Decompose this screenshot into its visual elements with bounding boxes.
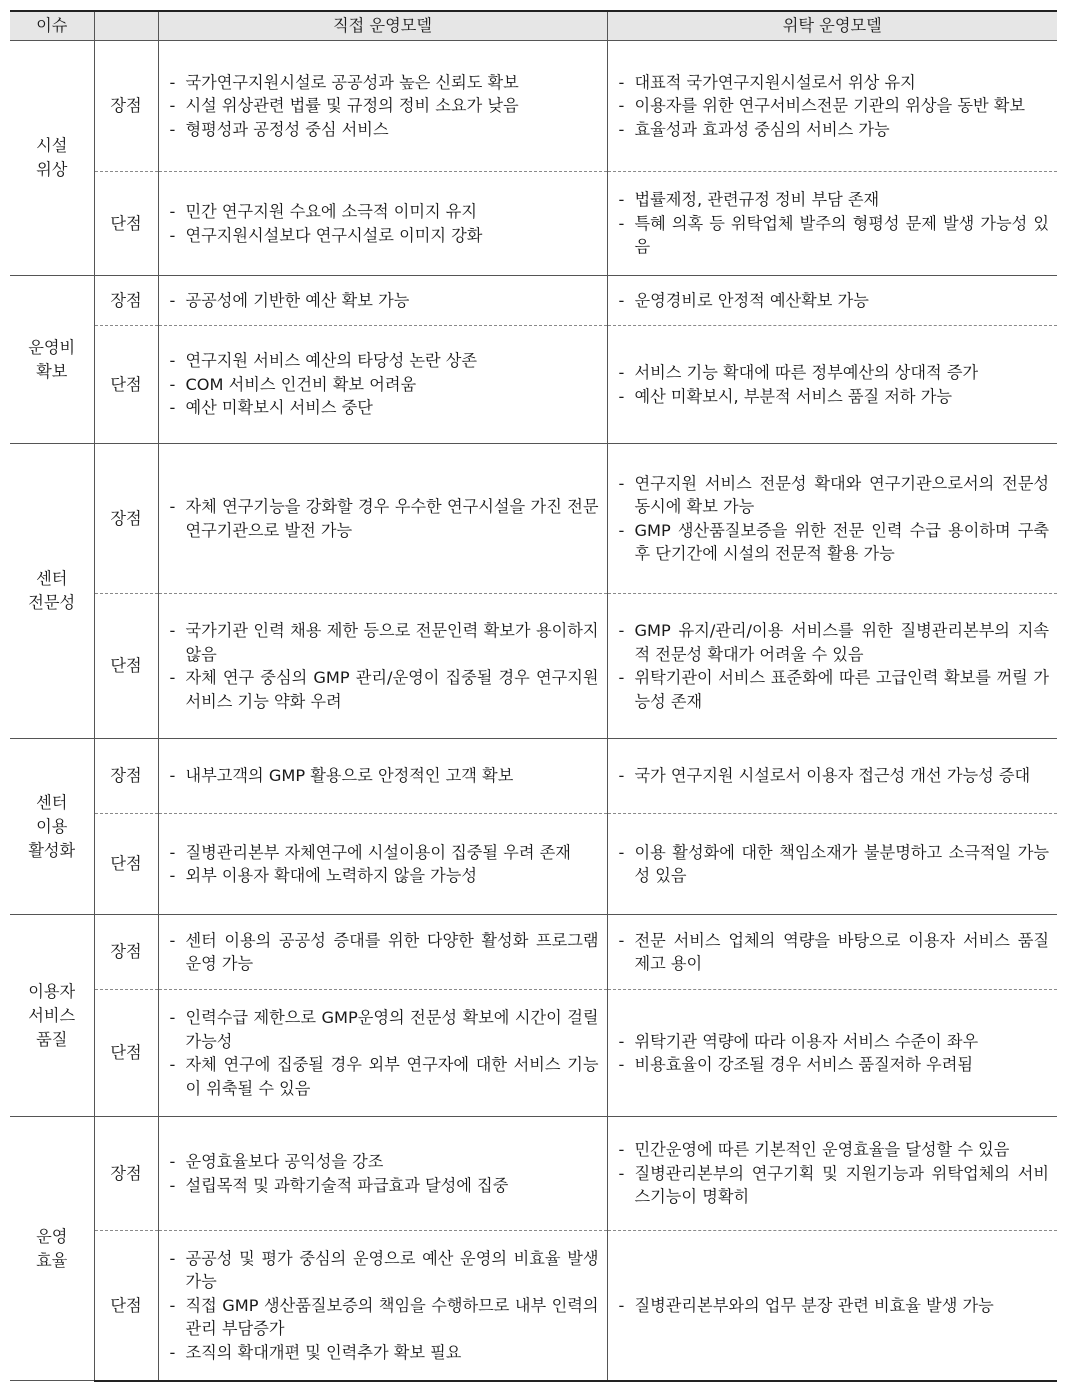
consign-model-cell (607, 172, 1057, 276)
direct-model-cell (158, 814, 607, 915)
table-row (10, 41, 1057, 172)
list-item: - 외부 이용자 확대에 노력하지 않을 가능성 (169, 864, 599, 888)
list-item: - GMP 생산품질보증을 위한 전문 인력 수급 용이하며 구축 후 단기간에 시설의 전문적 활용 가능 (618, 519, 1050, 566)
list-item: - 인력수급 제한으로 GMP운영의 전문성 확보에 시간이 걸릴 가능성 (169, 1006, 599, 1053)
consign-model-cell (607, 276, 1057, 326)
direct-model-cell (158, 1117, 607, 1231)
list-item: - 운영경비로 안정적 예산확보 가능 (618, 289, 1050, 313)
consign-model-cell (607, 594, 1057, 739)
list-item: - 조직의 확대개편 및 인력추가 확보 필요 (169, 1341, 599, 1365)
list-item: - 센터 이용의 공공성 증대를 위한 다양한 활성화 프로그램 운영 가능 (169, 929, 599, 976)
comparison-table-container (10, 10, 1057, 1382)
bullet-list (618, 1294, 1050, 1318)
direct-model-cell (158, 444, 607, 594)
issue-label-line: 활성화 (28, 840, 76, 860)
disadvantage-label: 단점 (94, 814, 158, 915)
issue-label-line: 운영비 (28, 337, 76, 357)
operating-model-comparison-table (10, 10, 1057, 1382)
list-item: - 내부고객의 GMP 활용으로 안정적인 고객 확보 (169, 764, 599, 788)
issue-label-line: 품질 (36, 1029, 68, 1049)
list-item: - 위탁기관 역량에 따라 이용자 서비스 수준이 좌우 (618, 1030, 1050, 1054)
bullet-list (618, 289, 1050, 313)
list-item: - 법률제정, 관련규정 정비 부담 존재 (618, 188, 1050, 212)
bullet-list (169, 619, 599, 713)
consign-model-cell (607, 326, 1057, 444)
list-item: - 시설 위상관련 법률 및 규정의 정비 소요가 낮음 (169, 94, 599, 118)
direct-model-cell (158, 41, 607, 172)
disadvantage-label: 단점 (94, 990, 158, 1117)
list-item: - GMP 유지/관리/이용 서비스를 위한 질병관리본부의 지속적 전문성 확대가 어려울 수 있음 (618, 619, 1050, 666)
disadvantage-label: 단점 (94, 594, 158, 739)
table-row (10, 326, 1057, 444)
bullet-list (618, 71, 1050, 142)
table-row (10, 594, 1057, 739)
list-item: - 공공성에 기반한 예산 확보 가능 (169, 289, 599, 313)
bullet-list (169, 495, 599, 542)
list-item: - 운영효율보다 공익성을 강조 (169, 1150, 599, 1174)
list-item: - 예산 미확보시 서비스 중단 (169, 396, 599, 420)
bullet-list (618, 1138, 1050, 1209)
list-item: - 특혜 의혹 등 위탁업체 발주의 형평성 문제 발생 가능성 있음 (618, 212, 1050, 259)
table-header (10, 11, 1057, 41)
list-item: - 자체 연구에 집중될 경우 외부 연구자에 대한 서비스 기능이 위축될 수 있음 (169, 1053, 599, 1100)
table-body (10, 41, 1057, 1381)
direct-model-cell (158, 594, 607, 739)
direct-model-cell (158, 172, 607, 276)
issue-cell (10, 1117, 94, 1381)
list-item: - COM 서비스 인건비 확보 어려움 (169, 373, 599, 397)
list-item: - 자체 연구 중심의 GMP 관리/운영이 집중될 경우 연구지원 서비스 기능 약화 우려 (169, 666, 599, 713)
list-item: - 국가 연구지원 시설로서 이용자 접근성 개선 가능성 증대 (618, 764, 1050, 788)
list-item: - 설립목적 및 과학기술적 파급효과 달성에 집중 (169, 1174, 599, 1198)
table-row (10, 444, 1057, 594)
bullet-list (618, 188, 1050, 259)
issue-cell (10, 915, 94, 1117)
table-row (10, 915, 1057, 990)
bullet-list (169, 71, 599, 142)
list-item: - 질병관리본부의 연구기획 및 지원기능과 위탁업체의 서비스기능이 명확히 (618, 1162, 1050, 1209)
advantage-label: 장점 (94, 276, 158, 326)
issue-label-line: 서비스 (28, 1005, 76, 1025)
consign-model-cell (607, 915, 1057, 990)
header-direct-model: 직접 운영모델 (158, 11, 607, 41)
list-item: - 이용자를 위한 연구서비스전문 기관의 위상을 동반 확보 (618, 94, 1050, 118)
disadvantage-label: 단점 (94, 1231, 158, 1381)
issue-label-line: 운영 (36, 1226, 68, 1246)
list-item: - 직접 GMP 생산품질보증의 책임을 수행하므로 내부 인력의 관리 부담증가 (169, 1294, 599, 1341)
issue-label-line: 효율 (36, 1250, 68, 1270)
bullet-list (169, 349, 599, 420)
list-item: - 서비스 기능 확대에 따른 정부예산의 상대적 증가 (618, 361, 1050, 385)
direct-model-cell (158, 326, 607, 444)
list-item: - 위탁기관이 서비스 표준화에 따른 고급인력 확보를 꺼릴 가능성 존재 (618, 666, 1050, 713)
issue-cell (10, 41, 94, 276)
list-item: - 연구지원시설보다 연구시설로 이미지 강화 (169, 224, 599, 248)
issue-cell (10, 276, 94, 444)
issue-cell (10, 739, 94, 915)
consign-model-cell (607, 41, 1057, 172)
consign-model-cell (607, 444, 1057, 594)
bullet-list (169, 1150, 599, 1197)
list-item: - 민간 연구지원 수요에 소극적 이미지 유지 (169, 200, 599, 224)
bullet-list (618, 764, 1050, 788)
list-item: - 공공성 및 평가 중심의 운영으로 예산 운영의 비효율 발생 가능 (169, 1247, 599, 1294)
bullet-list (169, 289, 599, 313)
list-item: - 국가기관 인력 채용 제한 등으로 전문인력 확보가 용이하지 않음 (169, 619, 599, 666)
list-item: - 연구지원 서비스 예산의 타당성 논란 상존 (169, 349, 599, 373)
list-item: - 비용효율이 강조될 경우 서비스 품질저하 우려됨 (618, 1053, 1050, 1077)
header-row (10, 11, 1057, 41)
list-item: - 전문 서비스 업체의 역량을 바탕으로 이용자 서비스 품질 제고 용이 (618, 929, 1050, 976)
list-item: - 질병관리본부와의 업무 분장 관련 비효율 발생 가능 (618, 1294, 1050, 1318)
issue-label-line: 전문성 (28, 593, 76, 612)
list-item: - 형평성과 공정성 중심 서비스 (169, 118, 599, 142)
table-row (10, 814, 1057, 915)
list-item: - 자체 연구기능을 강화할 경우 우수한 연구시설을 가진 전문연구기관으로 발전 가능 (169, 495, 599, 542)
issue-label-line: 센터 (36, 792, 68, 812)
table-row (10, 1117, 1057, 1231)
table-row (10, 990, 1057, 1117)
disadvantage-label: 단점 (94, 326, 158, 444)
direct-model-cell (158, 990, 607, 1117)
consign-model-cell (607, 739, 1057, 814)
bullet-list (618, 619, 1050, 713)
direct-model-cell (158, 915, 607, 990)
bullet-list (169, 841, 599, 888)
advantage-label: 장점 (94, 41, 158, 172)
issue-label-line: 확보 (36, 361, 68, 381)
advantage-label: 장점 (94, 1117, 158, 1231)
issue-label-line: 센터 (36, 569, 68, 588)
list-item: - 예산 미확보시, 부분적 서비스 품질 저하 가능 (618, 385, 1050, 409)
header-consign-model: 위탁 운영모델 (607, 11, 1057, 41)
table-row (10, 739, 1057, 814)
direct-model-cell (158, 276, 607, 326)
disadvantage-label: 단점 (94, 172, 158, 276)
bullet-list (618, 1030, 1050, 1077)
consign-model-cell (607, 1117, 1057, 1231)
issue-label-line: 위상 (36, 160, 68, 179)
issue-label-line: 이용자 (28, 981, 76, 1001)
issue-cell (10, 444, 94, 739)
direct-model-cell (158, 739, 607, 814)
consign-model-cell (607, 814, 1057, 915)
list-item: - 이용 활성화에 대한 책임소재가 불분명하고 소극적일 가능성 있음 (618, 841, 1050, 888)
list-item: - 질병관리본부 자체연구에 시설이용이 집중될 우려 존재 (169, 841, 599, 865)
list-item: - 민간운영에 따른 기본적인 운영효율을 달성할 수 있음 (618, 1138, 1050, 1162)
issue-label-line: 이용 (36, 816, 68, 836)
advantage-label: 장점 (94, 444, 158, 594)
bullet-list (169, 1247, 599, 1365)
list-item: - 연구지원 서비스 전문성 확대와 연구기관으로서의 전문성 동시에 확보 가능 (618, 472, 1050, 519)
header-issue: 이슈 (10, 11, 94, 41)
advantage-label: 장점 (94, 915, 158, 990)
consign-model-cell (607, 1231, 1057, 1381)
bullet-list (169, 764, 599, 788)
bullet-list (618, 472, 1050, 566)
bullet-list (618, 929, 1050, 976)
table-row (10, 1231, 1057, 1381)
issue-label-line: 시설 (36, 136, 68, 155)
header-kind (94, 11, 158, 41)
table-row (10, 172, 1057, 276)
bullet-list (618, 841, 1050, 888)
bullet-list (169, 929, 599, 976)
bullet-list (169, 200, 599, 247)
bullet-list (169, 1006, 599, 1100)
list-item: - 국가연구지원시설로 공공성과 높은 신뢰도 확보 (169, 71, 599, 95)
consign-model-cell (607, 990, 1057, 1117)
bullet-list (618, 361, 1050, 408)
list-item: - 효율성과 효과성 중심의 서비스 가능 (618, 118, 1050, 142)
list-item: - 대표적 국가연구지원시설로서 위상 유지 (618, 71, 1050, 95)
table-row (10, 276, 1057, 326)
direct-model-cell (158, 1231, 607, 1381)
advantage-label: 장점 (94, 739, 158, 814)
